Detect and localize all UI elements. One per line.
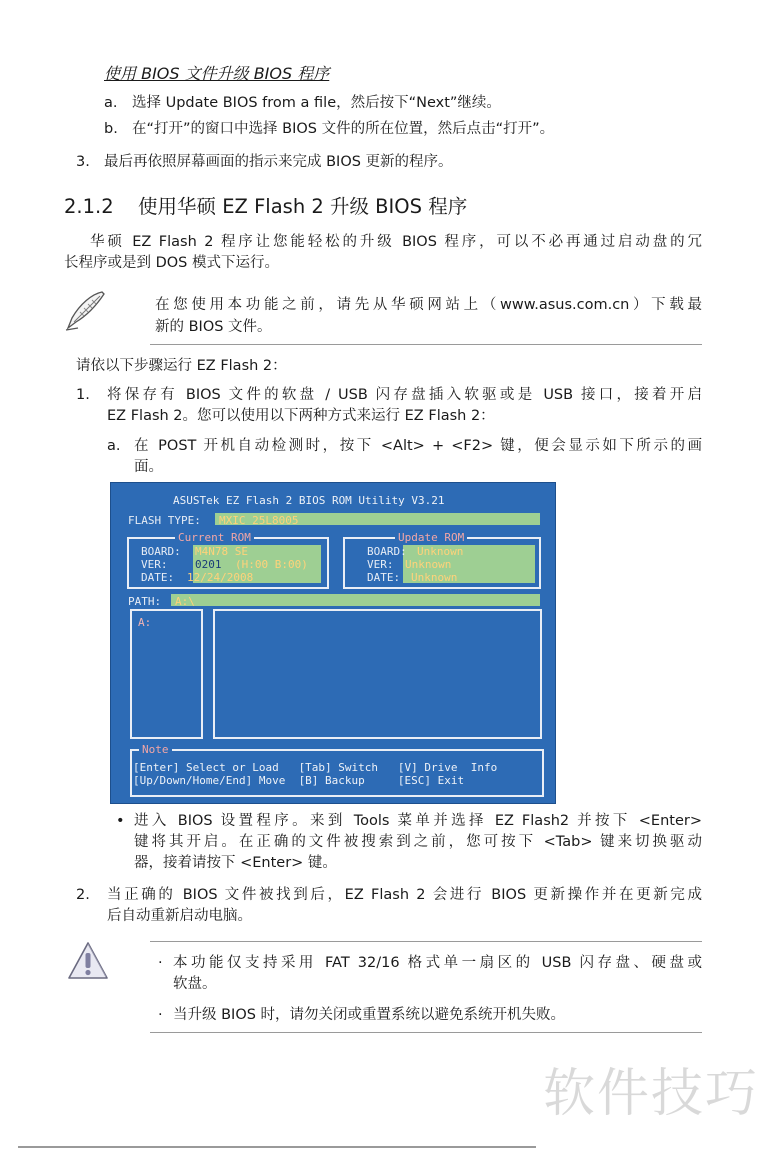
update-ver-label: VER:	[367, 558, 394, 571]
step-a-text: 选择 Update BIOS from a file，然后按下“Next”继续。	[132, 95, 501, 111]
file-list-pane[interactable]	[213, 609, 542, 739]
step-2-line-1: 当正确的 BIOS 文件被找到后，EZ Flash 2 会进行 BIOS 更新操作并在更新完成	[107, 887, 702, 903]
bullet-line-1: 进入 BIOS 设置程序。来到 Tools 菜单并选择 EZ Flash2 并按下 <Enter>	[134, 813, 702, 829]
help-line-2: [Up/Down/Home/End] Move [B] Backup [ESC] Exit	[133, 774, 465, 787]
step-b-text: 在“打开”的窗口中选择 BIOS 文件的所在位置，然后点击“打开”。	[132, 121, 555, 137]
note-line-1: 在您使用本功能之前，请先从华硕网站上（www.asus.com.cn）下载最	[155, 297, 702, 313]
warning-2-marker: ·	[158, 1007, 163, 1023]
warning-1-marker: ·	[158, 955, 163, 971]
warning-1-line-2: 软盘。	[173, 976, 217, 992]
update-board-label: BOARD:	[367, 545, 407, 558]
bullet-line-2: 键将其开启。在正确的文件被搜索到之前，您可按下 <Tab> 键来切换驱动	[134, 834, 702, 850]
bullet-marker: •	[116, 813, 125, 829]
ez-flash-screen	[110, 482, 556, 804]
note-line-2: 新的 BIOS 文件。	[155, 319, 272, 335]
step-1-marker: 1.	[76, 387, 90, 403]
flash-type-label: FLASH TYPE:	[128, 514, 201, 527]
step-b-marker: b.	[104, 121, 118, 137]
step-2-marker: 2.	[76, 887, 90, 903]
warning-top-divider	[150, 941, 702, 942]
section-heading	[64, 194, 467, 220]
intro-line-2: 长程序或是到 DOS 模式下运行。	[64, 255, 279, 271]
path-highlight	[171, 594, 540, 606]
footer-divider	[18, 1146, 536, 1148]
current-date-label: DATE:	[141, 571, 175, 584]
watermark: 软件技巧	[543, 1064, 760, 1124]
current-date-value: 12/24/2008	[187, 571, 254, 584]
step-2-line-2: 后自动重新启动电脑。	[107, 908, 252, 924]
step-a-marker: a.	[104, 95, 118, 111]
warning-2-text: 当升级 BIOS 时，请勿关闭或重置系统以避免系统开机失败。	[173, 1007, 566, 1023]
current-ver-extra: (H:00 B:00)	[235, 558, 308, 571]
step-3-text: 最后再依照屏幕画面的指示来完成 BIOS 更新的程序。	[104, 154, 453, 170]
update-date-label: DATE:	[367, 571, 401, 584]
warning-bottom-divider	[150, 1032, 702, 1033]
warning-1-line-1: 本功能仅支持采用 FAT 32/16 格式单一扇区的 USB 闪存盘、硬盘或	[173, 955, 702, 971]
pen-icon	[62, 288, 110, 334]
current-board-value: M4N78 SE	[195, 545, 248, 558]
help-line-1: [Enter] Select or Load [Tab] Switch [V] Drive Info	[133, 761, 498, 774]
step-1-line-2: EZ Flash 2。您可以使用以下两种方式来运行 EZ Flash 2：	[107, 408, 495, 424]
heading-title: 使用华硕 EZ Flash 2 升级 BIOS 程序	[138, 195, 468, 218]
path-label: PATH:	[128, 595, 162, 608]
intro-line-1: 华硕 EZ Flash 2 程序让您能轻松的升级 BIOS 程序，可以不必再通过启动盘的冗	[90, 234, 702, 250]
current-board-label: BOARD:	[141, 545, 181, 558]
update-rom-caption: Update ROM	[395, 531, 467, 544]
step-3-marker: 3.	[76, 154, 90, 170]
current-rom-caption: Current ROM	[175, 531, 254, 544]
path-value: A:\	[175, 595, 195, 608]
step-1a-line-1: 在 POST 开机自动检测时，按下 <Alt> + <F2> 键，便会显示如下所示的画	[134, 438, 702, 454]
flash-type-value: MXIC 25L8005	[219, 514, 299, 527]
warning-icon	[66, 940, 110, 982]
drive-label: A:	[138, 616, 152, 629]
bullet-line-3: 器，接着请按下 <Enter> 键。	[134, 855, 337, 871]
current-ver-value: 0201	[195, 558, 222, 571]
update-ver-value: Unknown	[405, 558, 452, 571]
steps-intro: 请依以下步骤运行 EZ Flash 2：	[76, 358, 287, 374]
note-divider	[150, 344, 702, 345]
bios-title: ASUSTek EZ Flash 2 BIOS ROM Utility V3.21	[173, 494, 445, 507]
step-1a-marker: a.	[107, 438, 121, 454]
update-date-value: Unknown	[411, 571, 458, 584]
step-1-line-1: 将保存有 BIOS 文件的软盘 / USB 闪存盘插入软驱或是 USB 接口，接着开启	[107, 387, 702, 403]
current-ver-label: VER:	[141, 558, 168, 571]
note-caption: Note	[139, 743, 172, 756]
step-1a-line-2: 面。	[134, 459, 163, 475]
section-title: 使用 BIOS 文件升级 BIOS 程序	[104, 64, 330, 83]
update-board-value: Unknown	[417, 545, 464, 558]
heading-number: 2.1.2	[64, 195, 114, 218]
